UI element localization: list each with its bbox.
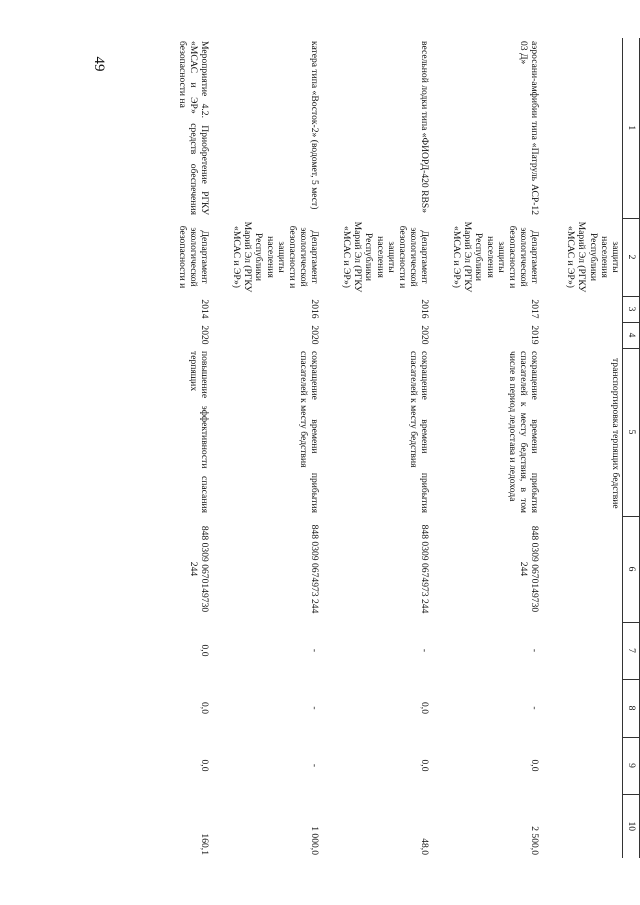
cell-result: сокращение времени прибытия спасателей к месту бедствия — [408, 351, 431, 513]
page-number: 49 — [91, 56, 107, 72]
col-header-9: 9 — [623, 737, 640, 794]
cell-v7: 0,0 — [199, 644, 211, 657]
col-header-3: 3 — [623, 296, 640, 322]
cell-v7 — [543, 622, 623, 679]
cell-end-year: 2019 — [529, 325, 541, 345]
col-header-10: 10 — [623, 794, 640, 858]
cell-v9: - — [309, 763, 321, 768]
budget-table — [153, 38, 640, 858]
cell-v8: - — [529, 706, 541, 710]
cell-v10: 160,1 — [199, 833, 211, 855]
col-header-7: 7 — [623, 622, 640, 679]
cell-v9: 0,0 — [419, 759, 431, 772]
cell-result: сокращение времени прибытия спасателей к месту бедствия — [298, 351, 321, 513]
table-row — [213, 38, 323, 858]
cell-executor: Департамент экологической безопасности и защиты населения Республики Марий Эл (РГКУ «МСАС и ЭР») — [341, 221, 431, 293]
cell-name — [543, 38, 623, 218]
col-header-2: 2 — [623, 218, 640, 296]
cell-v8: - — [309, 706, 321, 710]
cell-start-year: 2016 — [419, 299, 431, 319]
cell-v10: 2 500,0 — [529, 826, 541, 855]
cell-executor: защиты населения Республики Марий Эл (РГКУ «МСАС и ЭР») — [565, 221, 621, 293]
cell-end-year: 2020 — [309, 325, 321, 345]
cell-end-year — [543, 322, 623, 348]
table-row — [543, 38, 623, 858]
column-number-header — [623, 38, 640, 858]
cell-name: весельной лодки типа «ФИОРД-420 RBS» — [419, 41, 431, 214]
col-header-8: 8 — [623, 679, 640, 737]
cell-v9 — [543, 737, 623, 794]
cell-v10: 1 000,0 — [309, 826, 321, 855]
cell-name: аэросани-амфибии типа «Патруль АСР-12 03 Д» — [518, 41, 541, 215]
cell-start-year: 2016 — [309, 299, 321, 319]
cell-v8: 0,0 — [199, 702, 211, 714]
cell-executor: Департамент экологической безопасности и — [177, 225, 211, 289]
cell-result: транспортировка терпящих бедствие — [610, 358, 621, 509]
col-header-1: 1 — [623, 38, 640, 218]
cell-v9: 0,0 — [529, 759, 541, 772]
cell-kbk: 848 0309 0670149730 244 — [188, 525, 211, 613]
cell-executor: Департамент экологической безопасности и защиты населения Республики Марий Эл (РГКУ «МСАС и ЭР») — [231, 221, 321, 293]
cell-v9: 0,0 — [199, 759, 211, 772]
cell-v10 — [543, 794, 623, 858]
cell-start-year: 2014 — [199, 299, 211, 319]
cell-end-year: 2020 — [199, 325, 211, 345]
cell-end-year: 2020 — [419, 325, 431, 345]
table-row — [153, 38, 213, 858]
col-header-4: 4 — [623, 322, 640, 348]
cell-start-year: 2017 — [529, 299, 541, 319]
cell-v7: - — [529, 648, 541, 653]
col-header-6: 6 — [623, 516, 640, 622]
cell-result: повышение эффективности спасания терпящих — [188, 351, 211, 513]
cell-kbk: 848 0309 0670149730 244 — [518, 525, 541, 613]
cell-result: сокращение времени прибытия спасателей к месту бедствия, в том числе в период ледостава и ледохода — [507, 351, 541, 513]
cell-v8: 0,0 — [419, 702, 431, 714]
cell-v8 — [543, 679, 623, 737]
cell-name: катера типа «Восток-2» (водомет, 5 мест) — [309, 41, 321, 210]
table-row — [433, 38, 543, 858]
table-row — [323, 38, 433, 858]
cell-v7: - — [419, 648, 431, 653]
cell-executor: Департамент экологической безопасности и защиты населения Республики Марий Эл (РГКУ «МСАС и ЭР») — [451, 221, 541, 293]
cell-v10: 48,0 — [419, 838, 431, 855]
col-header-5: 5 — [623, 348, 640, 516]
cell-kbk — [543, 516, 623, 622]
cell-name: Мероприятие 4.2. Приобретение РГКУ «МСАС и ЭР» средств обеспечения безопасности на — [177, 41, 211, 215]
cell-v7: - — [309, 648, 321, 653]
cell-kbk: 848 0309 0674973 244 — [419, 524, 431, 614]
cell-start-year — [543, 296, 623, 322]
cell-kbk: 848 0309 0674973 244 — [309, 524, 321, 614]
rotated-table-page — [115, 38, 640, 858]
